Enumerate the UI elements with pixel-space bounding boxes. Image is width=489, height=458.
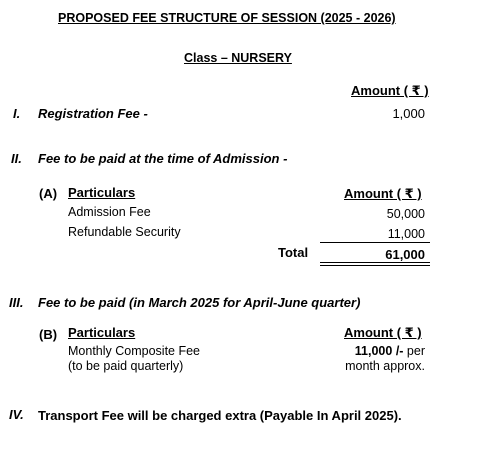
total-amount: 61,000 [385, 247, 425, 262]
refundable-security-amount: 11,000 [387, 227, 425, 241]
monthly-fee-amount-value: 11,000 /- [354, 344, 404, 358]
monthly-fee-amount-note: month approx. [345, 359, 425, 373]
transport-fee-note: Transport Fee will be charged extra (Payable In April 2025). [38, 408, 402, 423]
total-rule-top [320, 242, 430, 243]
section-3-heading: Fee to be paid (in March 2025 for April-June quarter) [38, 295, 361, 310]
section-2-particulars-header: Particulars [68, 185, 136, 200]
section-2-amount-header: Amount ( ₹ ) [344, 186, 422, 201]
section-3-numeral: III. [9, 295, 24, 310]
admission-fee-label: Admission Fee [68, 205, 151, 219]
monthly-fee-note: (to be paid quarterly) [68, 359, 184, 373]
class-label: Class – NURSERY [184, 51, 292, 65]
total-label: Total [278, 245, 309, 260]
admission-fee-amount: 50,000 [386, 207, 425, 221]
refundable-security-label: Refundable Security [68, 225, 181, 239]
section-1-label: Registration Fee - [38, 106, 148, 121]
registration-fee-amount: 1,000 [392, 106, 425, 121]
section-3-amount-header: Amount ( ₹ ) [344, 325, 422, 340]
section-2-numeral: II. [11, 151, 22, 166]
section-2-letter: (A) [39, 186, 58, 201]
amount-column-header: Amount ( ₹ ) [351, 83, 429, 98]
section-3-particulars-header: Particulars [68, 325, 136, 340]
monthly-fee-label: Monthly Composite Fee [68, 344, 201, 358]
monthly-fee-amount-suffix: per [403, 344, 425, 358]
monthly-fee-amount [355, 344, 425, 358]
section-2-heading: Fee to be paid at the time of Admission - [38, 151, 288, 166]
document-title: PROPOSED FEE STRUCTURE OF SESSION (2025 - 2026) [58, 11, 396, 25]
section-4-numeral: IV. [9, 407, 24, 422]
total-double-rule-2 [320, 265, 430, 266]
section-3-letter: (B) [39, 327, 58, 342]
section-1-numeral: I. [13, 106, 21, 121]
total-double-rule-1 [320, 262, 430, 263]
